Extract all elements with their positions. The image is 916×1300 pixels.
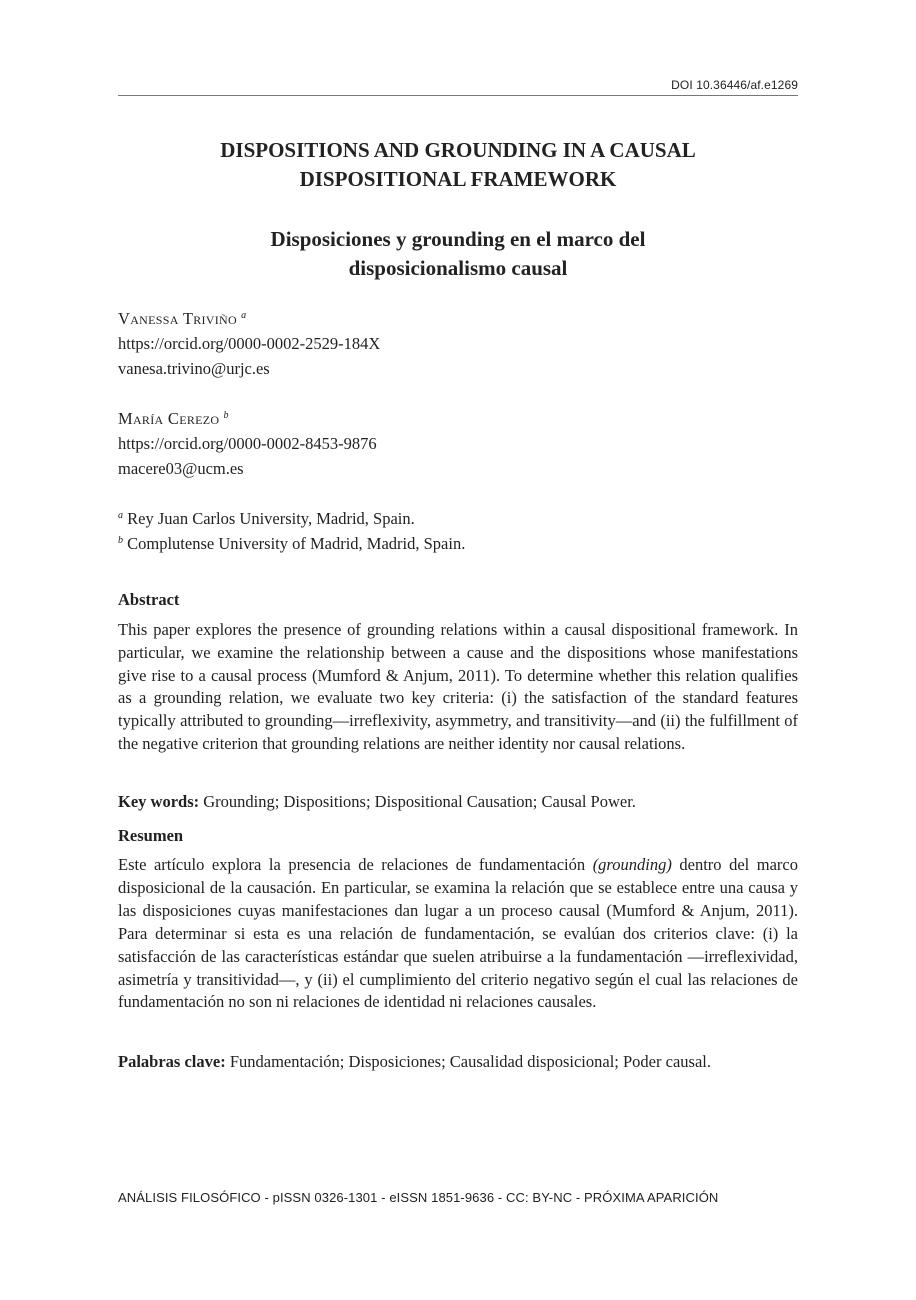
doi-header: DOI 10.36446/af.e1269 [671, 78, 798, 92]
resumen-text [118, 854, 798, 1014]
resumen-text-italic: (grounding) [592, 855, 672, 874]
resumen-text-start: Este artículo explora la presencia de relaciones de fundamentación [118, 855, 593, 874]
affiliation-mark: b [223, 410, 229, 421]
affiliation-text: Rey Juan Carlos University, Madrid, Spain. [127, 509, 415, 528]
author-orcid-link[interactable]: https://orcid.org/0000-0002-2529-184X [118, 334, 381, 353]
author-email-link[interactable]: macere03@ucm.es [118, 459, 244, 478]
affiliation-item [118, 506, 798, 531]
header-rule [118, 95, 798, 96]
resumen-text-end: dentro del marco disposicional de la causación. En particular, se examina la relación que se establece entre una causa y las disposiciones cuyas manifestaciones dan lugar a un proceso causal (Mumford & Anjum, 2011). Para determinar si esta es una relación de fundamentación, se evalúan dos criterios clave: (i) la satisfacción de las características estándar que suelen atribuirse a la fundamentación —irreflexividad, asimetría y transitividad—, y (ii) el cumplimiento del criterio negativo según el cual las relaciones de fundamentación no son ni relaciones de identidad ni relaciones causales. [118, 855, 798, 1012]
english-title-line-1: DISPOSITIONS AND GROUNDING IN A CAUSAL [220, 138, 696, 162]
resumen-heading: Resumen [118, 826, 184, 845]
abstract-text: This paper explores the presence of grounding relations within a causal dispositional framework. In particular, we examine the relationship between a cause and the dispositions whose manifestations give rise to a causal process (Mumford & Anjum, 2011). To determine whether this relation qualifies as a grounding relation, we evaluate two key criteria: (i) the satisfaction of the standard features typically attributed to grounding—irreflexivity, asymmetry, and transitivity—and (ii) the fulfillment of the negative criterion that grounding relations are neither identity nor causal relations. [118, 620, 798, 753]
keywords [118, 791, 798, 814]
affiliation-mark: a [241, 310, 247, 321]
journal-footer: ANÁLISIS FILOSÓFICO - pISSN 0326-1301 - eISSN 1851-9636 - CC: BY-NC - PRÓXIMA APARICIÓN [118, 1190, 719, 1205]
palabras-clave [118, 1050, 798, 1073]
english-title [118, 136, 798, 194]
abstract-heading: Abstract [118, 590, 180, 609]
keywords-label: Key words: [118, 792, 200, 811]
affiliation-text: Complutense University of Madrid, Madrid, Spain. [127, 534, 466, 553]
author-list [118, 306, 798, 506]
author-name: Vanessa Triviño [118, 309, 237, 328]
palabras-clave-text: Fundamentación; Disposiciones; Causalidad disposicional; Poder causal. [225, 1052, 711, 1071]
affiliation-item [118, 531, 798, 556]
affiliation-list [118, 506, 798, 556]
author-name: María Cerezo [118, 409, 220, 428]
affiliation-mark: a [118, 510, 123, 521]
affiliation-mark: b [118, 535, 123, 546]
palabras-clave-label: Palabras clave: [118, 1052, 226, 1071]
spanish-title [118, 225, 798, 283]
author-email-link[interactable]: vanesa.trivino@urjc.es [118, 359, 270, 378]
spanish-title-line-2: disposicionalismo causal [348, 256, 568, 280]
spanish-title-line-1: Disposiciones y grounding en el marco del [270, 227, 646, 251]
english-title-line-2: DISPOSITIONAL FRAMEWORK [299, 167, 617, 191]
author-block [118, 406, 798, 481]
keywords-text: Grounding; Dispositions; Dispositional Causation; Causal Power. [199, 792, 636, 811]
author-orcid-link[interactable]: https://orcid.org/0000-0002-8453-9876 [118, 434, 377, 453]
author-block [118, 306, 798, 381]
